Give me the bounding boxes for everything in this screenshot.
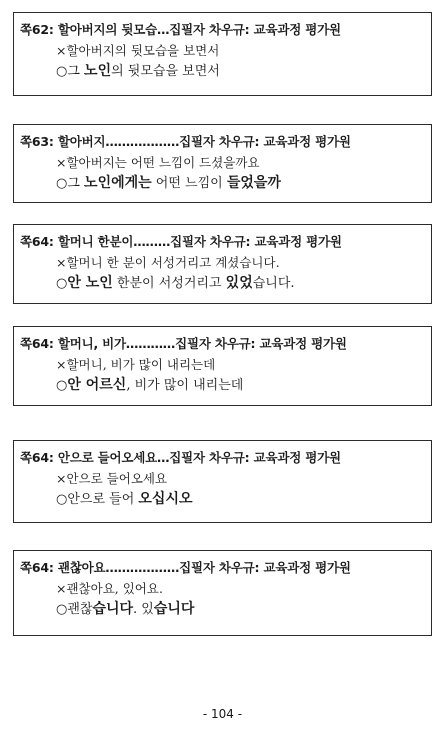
entry-header: 쪽64: 할머니 한분이………집필자 차우규: 교육과정 평가원 bbox=[20, 234, 342, 249]
wrong-expression: ×안으로 들어오세요 bbox=[56, 471, 168, 486]
correction-text: ○ bbox=[56, 276, 68, 291]
wrong-expression: ×할머니, 비가 많이 내리는데 bbox=[56, 357, 216, 372]
correction-text: 습니다. bbox=[252, 276, 295, 291]
correction-text: 한분이 서성거리고 bbox=[112, 276, 226, 291]
entry-header: 쪽64: 할머니, 비가…………집필자 차우규: 교육과정 평가원 bbox=[20, 336, 347, 351]
correct-expression bbox=[56, 375, 425, 396]
correct-expression bbox=[56, 489, 425, 510]
emphasized-correction: 오십시오 bbox=[138, 491, 193, 507]
correction-entry bbox=[13, 124, 432, 203]
correction-text: , 비가 많이 내리는데 bbox=[126, 378, 244, 393]
correction-entry bbox=[13, 224, 432, 304]
correction-entry bbox=[13, 550, 432, 636]
correct-expression bbox=[56, 599, 425, 620]
correction-text: 어떤 느낌이 bbox=[151, 176, 227, 191]
correction-text: ○그 bbox=[56, 176, 85, 191]
emphasized-correction: 안 노인 bbox=[67, 275, 113, 291]
wrong-expression: ×할아버지는 어떤 느낌이 드셨을까요 bbox=[56, 155, 260, 170]
emphasized-correction: 습니다 bbox=[153, 601, 195, 617]
emphasized-correction: 노인 bbox=[84, 63, 112, 79]
correction-text: ○ bbox=[56, 378, 68, 393]
correct-expression bbox=[56, 273, 425, 294]
correction-text: 의 뒷모습을 보면서 bbox=[111, 64, 220, 79]
emphasized-correction: 있었 bbox=[225, 275, 253, 291]
entry-header: 쪽64: 괜찮아요………………집필자 차우규: 교육과정 평가원 bbox=[20, 560, 351, 575]
entry-header: 쪽62: 할아버지의 뒷모습…집필자 차우규: 교육과정 평가원 bbox=[20, 22, 341, 37]
correct-expression bbox=[56, 173, 425, 194]
wrong-expression: ×할아버지의 뒷모습을 보면서 bbox=[56, 43, 220, 58]
entry-header: 쪽63: 할아버지………………집필자 차우규: 교육과정 평가원 bbox=[20, 134, 351, 149]
emphasized-correction: 들었을까 bbox=[226, 175, 281, 191]
correction-text: ○그 bbox=[56, 64, 85, 79]
correct-expression bbox=[56, 61, 425, 82]
emphasized-correction: 안 어르신 bbox=[67, 377, 127, 393]
page-number: - 104 - bbox=[202, 707, 243, 721]
entry-header: 쪽64: 안으로 들어오세요…집필자 차우규: 교육과정 평가원 bbox=[20, 450, 341, 465]
correction-entry bbox=[13, 440, 432, 523]
correction-entry bbox=[13, 12, 432, 96]
correction-text: ○괜찮 bbox=[56, 602, 93, 617]
correction-text: . 있 bbox=[133, 602, 154, 617]
emphasized-correction: 습니다 bbox=[92, 601, 134, 617]
emphasized-correction: 노인에게는 bbox=[84, 175, 152, 191]
correction-text: ○안으로 들어 bbox=[56, 492, 139, 507]
wrong-expression: ×할머니 한 분이 서성거리고 계셨습니다. bbox=[56, 255, 280, 270]
correction-entry bbox=[13, 326, 432, 406]
wrong-expression: ×괜찮아요, 있어요. bbox=[56, 581, 163, 596]
